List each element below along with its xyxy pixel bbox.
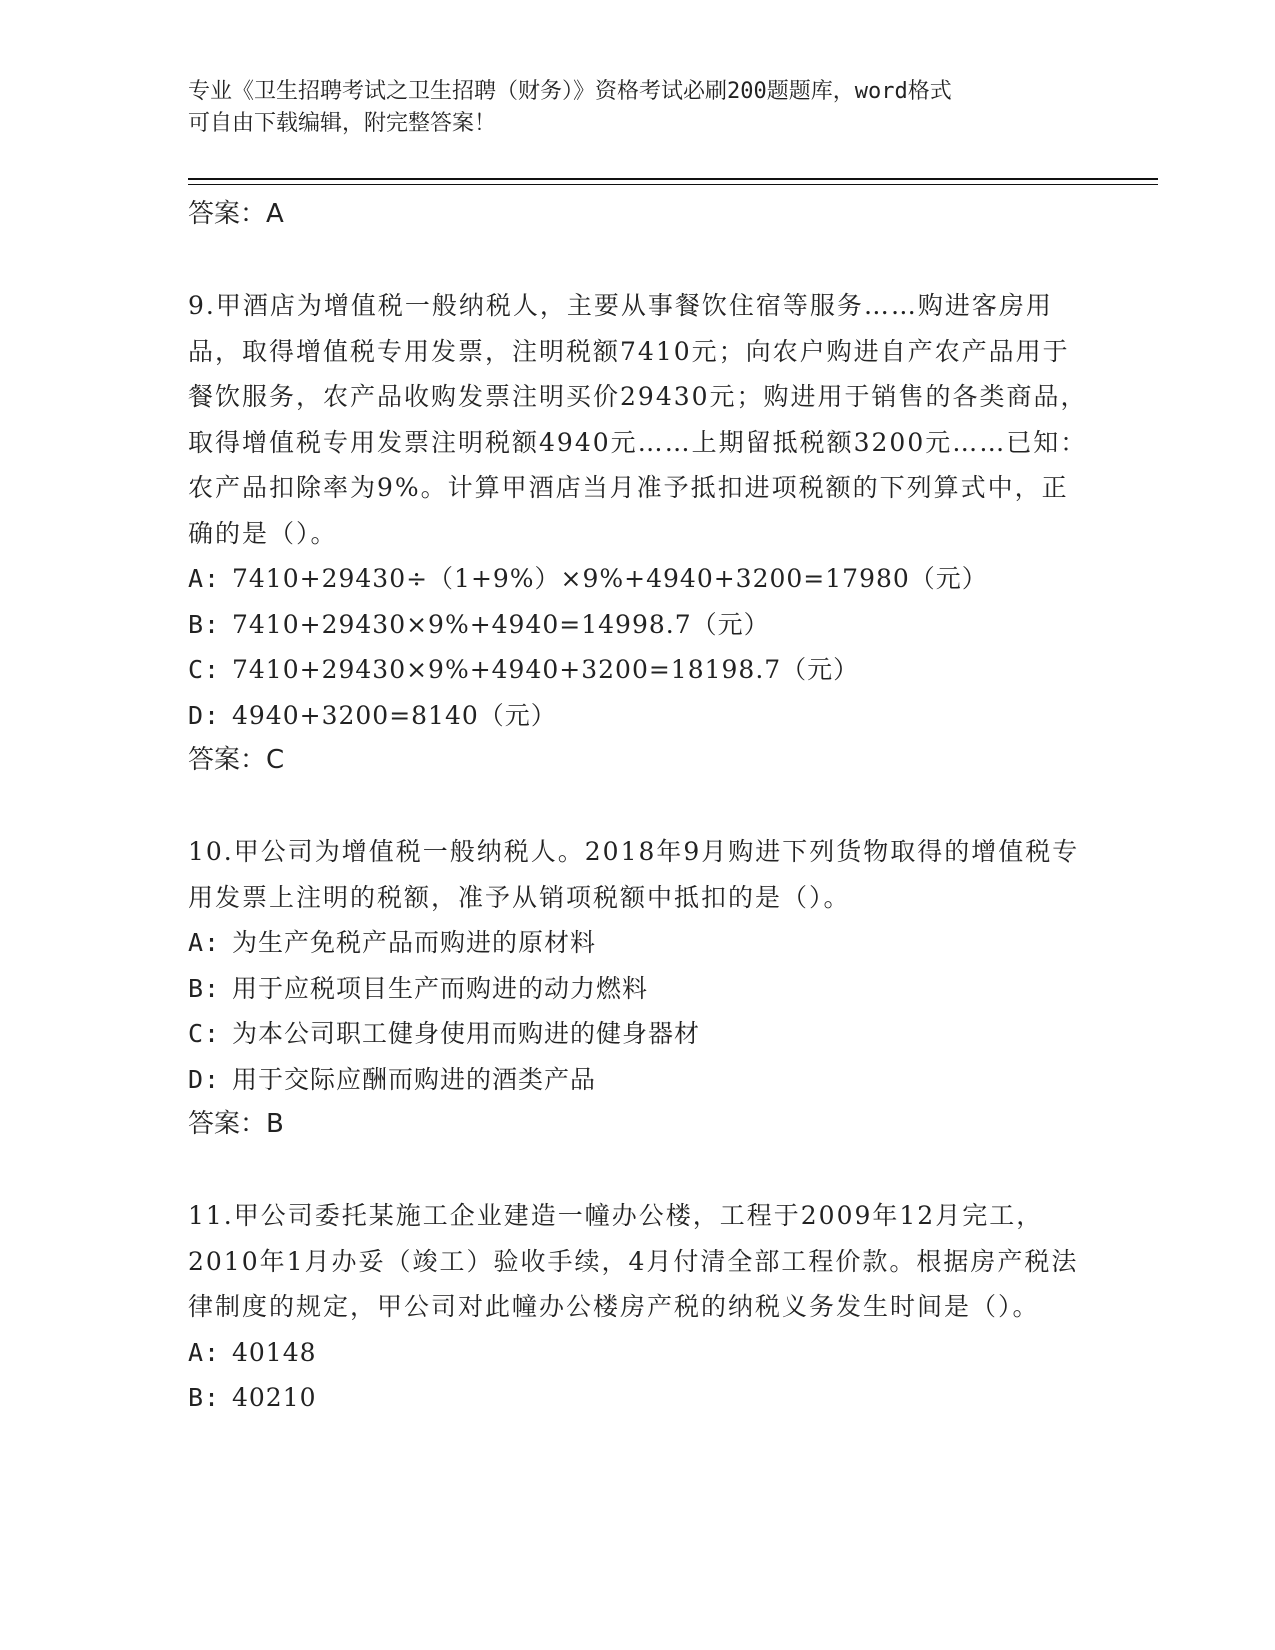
option-row	[188, 966, 1088, 1012]
header-line-1: 专业《卫生招聘考试之卫生招聘（财务）》资格考试必刷200题题库，word格式	[188, 79, 952, 104]
option-label: B:	[188, 1383, 221, 1412]
question-text: 11.甲公司委托某施工企业建造一幢办公楼，工程于2009年12月完工，2010年1月办妥（竣工）验收手续，4月付清全部工程价款。根据房产税法律制度的规定，甲公司对此幢办公楼房产税的纳税义务发生时间是（）。	[188, 1201, 1079, 1321]
option-label: B:	[188, 973, 221, 1003]
option-text: 为生产免税产品而购进的原材料	[232, 928, 597, 957]
option-row	[188, 693, 1088, 739]
option-text: 7410+29430×9%+4940=14998.7（元）	[232, 609, 770, 639]
option-row	[188, 556, 1088, 602]
option-row	[188, 1330, 1088, 1376]
option-label: A:	[188, 1337, 221, 1367]
header-line-2: 可自由下载编辑，附完整答案！	[188, 111, 497, 136]
option-label: D:	[188, 700, 221, 730]
option-row	[188, 1057, 1088, 1103]
option-row	[188, 647, 1088, 693]
option-text: 40148	[232, 1337, 317, 1367]
document-body	[188, 192, 1088, 1421]
answer-label: 答案：B	[188, 1109, 284, 1139]
question-text: 9.甲酒店为增值税一般纳税人，主要从事餐饮住宿等服务……购进客房用品，取得增值税专用发票，注明税额7410元；向农户购进自产农产品用于餐饮服务，农产品收购发票注明买价29430元；购进用于销售的各类商品，取得增值税专用发票注明税额4940元……上期留抵税额3200元……已知：农产品扣除率为9%。计算甲酒店当月准予抵扣进项税额的下列算式中，正确的是（）。	[188, 291, 1088, 548]
option-label: B:	[188, 609, 221, 639]
option-row	[188, 1011, 1088, 1057]
option-label: D:	[188, 1064, 221, 1094]
header-rule-thin	[188, 184, 1158, 185]
option-label: C:	[188, 1019, 221, 1048]
option-text: 40210	[232, 1383, 317, 1412]
option-text: 为本公司职工健身使用而购进的健身器材	[232, 1019, 701, 1048]
question-block	[188, 283, 1088, 782]
option-row	[188, 602, 1088, 648]
option-row	[188, 920, 1088, 966]
question-block	[188, 829, 1088, 1146]
page-header	[188, 76, 1088, 140]
question-text: 10.甲公司为增值税一般纳税人。2018年9月购进下列货物取得的增值税专用发票上注明的税额，准予从销项税额中抵扣的是（）。	[188, 837, 1080, 912]
question-block	[188, 1193, 1088, 1421]
option-label: A:	[188, 564, 221, 593]
option-row	[188, 1375, 1088, 1421]
option-label: A:	[188, 928, 221, 957]
option-label: C:	[188, 655, 221, 684]
answer-label: 答案：A	[188, 199, 284, 229]
option-text: 用于交际应酬而购进的酒类产品	[232, 1064, 597, 1094]
option-text: 用于应税项目生产而购进的动力燃料	[232, 973, 649, 1003]
answer-label: 答案：C	[188, 745, 285, 775]
option-text: 7410+29430÷（1+9%）×9%+4940+3200=17980（元）	[232, 564, 988, 593]
option-text: 4940+3200=8140（元）	[232, 700, 557, 730]
option-text: 7410+29430×9%+4940+3200=18198.7（元）	[232, 655, 860, 684]
header-rule-thick	[188, 178, 1158, 180]
